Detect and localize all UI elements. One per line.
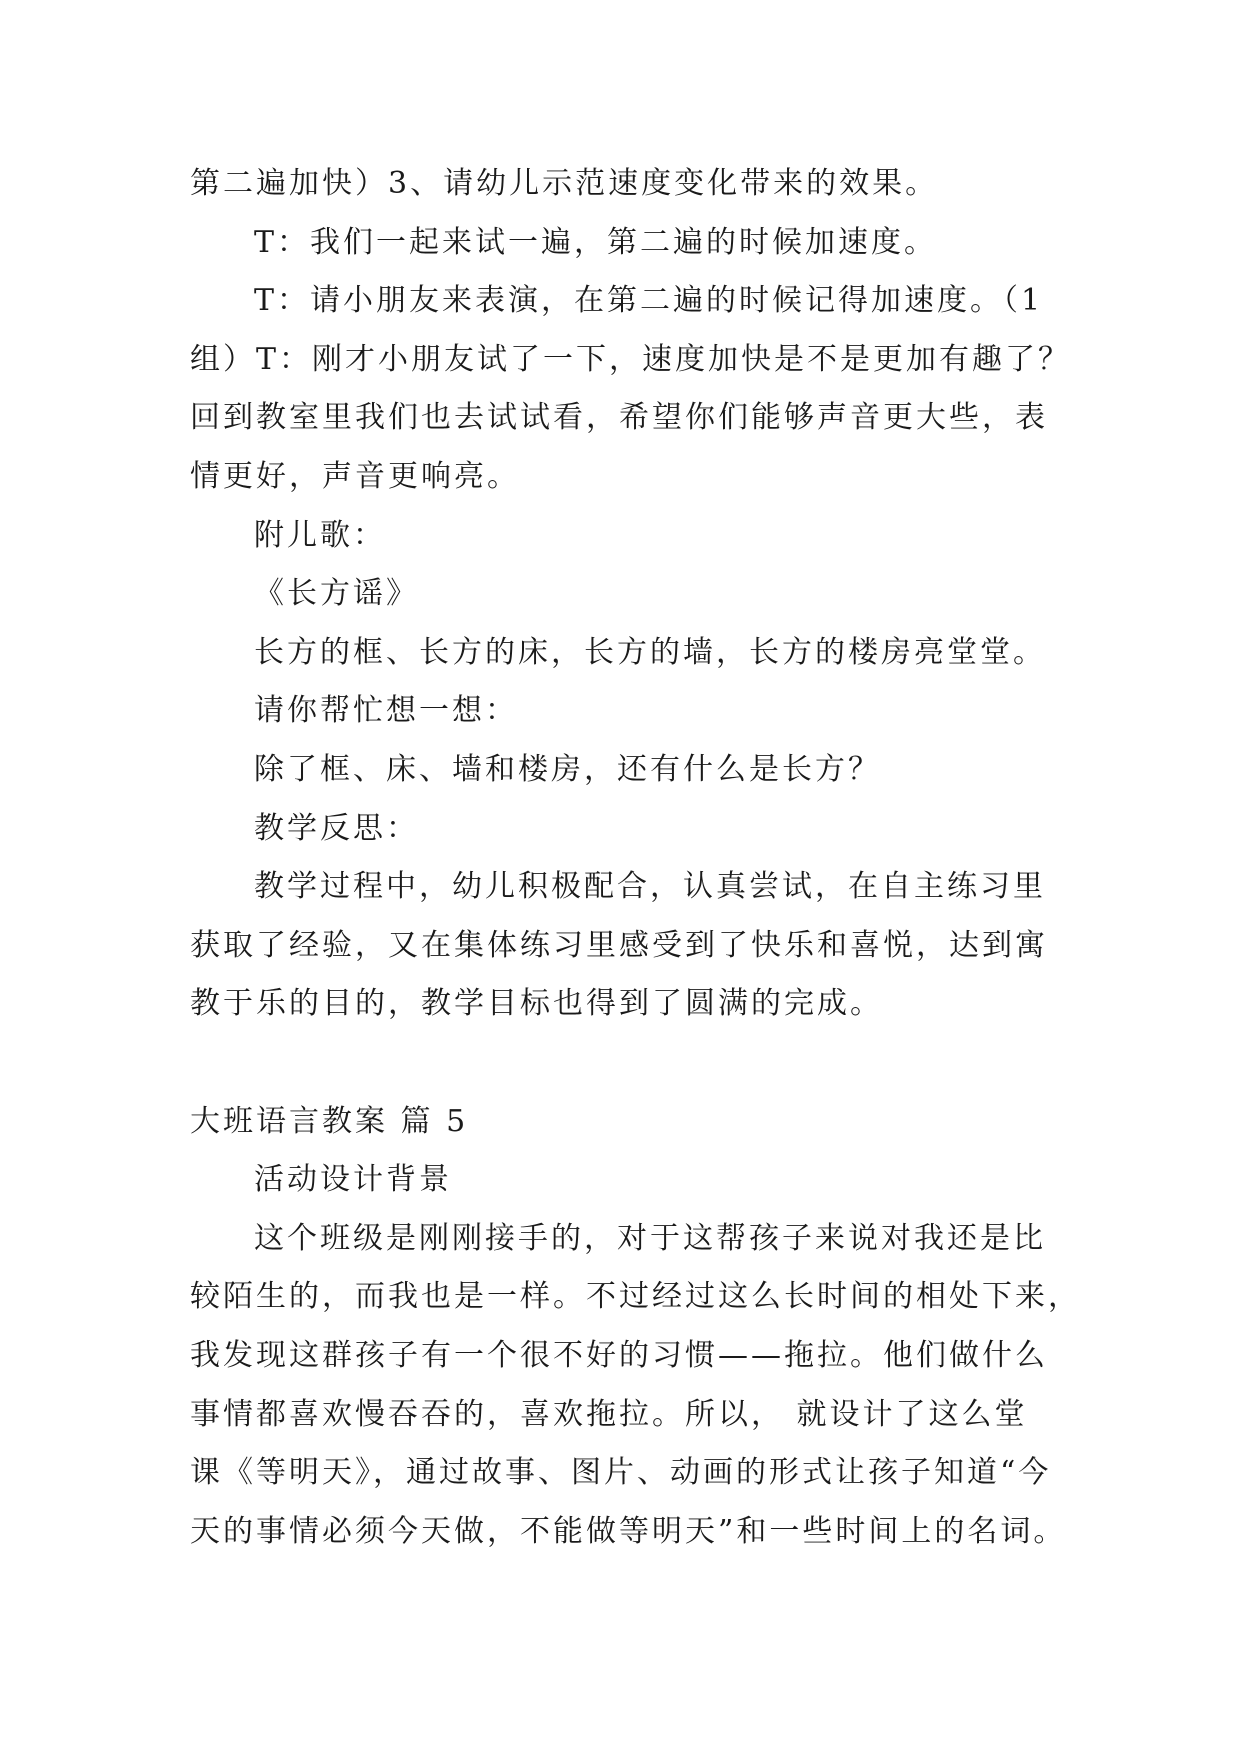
paragraph-line: 获取了经验，又在集体练习里感受到了快乐和喜悦，达到寓 (190, 928, 1048, 963)
paragraph-line: 事情都喜欢慢吞吞的，喜欢拖拉。所以， 就设计了这么堂 (190, 1397, 1028, 1432)
subheading: 活动设计背景 (254, 1162, 452, 1197)
paragraph-line: 情更好，声音更响亮。 (190, 459, 520, 494)
paragraph-line: 组）T：刚才小朋友试了一下，速度加快是不是更加有趣了？ (190, 342, 1072, 377)
paragraph-line: 较陌生的，而我也是一样。不过经过这么长时间的相处下来， (190, 1279, 1081, 1314)
paragraph-line: 第二遍加快）3、请幼儿示范速度变化带来的效果。 (190, 166, 939, 201)
poem-title: 《长方谣》 (254, 576, 419, 611)
paragraph-line: 天的事情必须今天做，不能做等明天”和一些时间上的名词。 (190, 1514, 1067, 1549)
paragraph-line: 课《等明天》，通过故事、图片、动画的形式让孩子知道“今 (190, 1455, 1052, 1490)
poem-line: 长方的框、长方的床，长方的墙，长方的楼房亮堂堂。 (254, 635, 1046, 670)
paragraph-line: 附儿歌： (254, 518, 386, 553)
paragraph-line: T：我们一起来试一遍，第二遍的时候加速度。 (254, 225, 938, 260)
paragraph-line: T：请小朋友来表演，在第二遍的时候记得加速度。（1 (254, 283, 1044, 318)
poem-line: 除了框、床、墙和楼房，还有什么是长方？ (254, 752, 881, 787)
poem-line: 请你帮忙想一想： (254, 693, 518, 728)
paragraph-line: 回到教室里我们也去试试看，希望你们能够声音更大些，表 (190, 400, 1048, 435)
paragraph-line: 我发现这群孩子有一个很不好的习惯——拖拉。他们做什么 (190, 1338, 1048, 1373)
paragraph-line: 这个班级是刚刚接手的，对于这帮孩子来说对我还是比 (254, 1221, 1046, 1256)
subheading: 教学反思： (254, 811, 419, 846)
section-heading: 大班语言教案 篇 5 (190, 1104, 469, 1139)
paragraph-line: 教学过程中，幼儿积极配合，认真尝试，在自主练习里 (254, 869, 1046, 904)
paragraph-line: 教于乐的目的，教学目标也得到了圆满的完成。 (190, 986, 883, 1021)
